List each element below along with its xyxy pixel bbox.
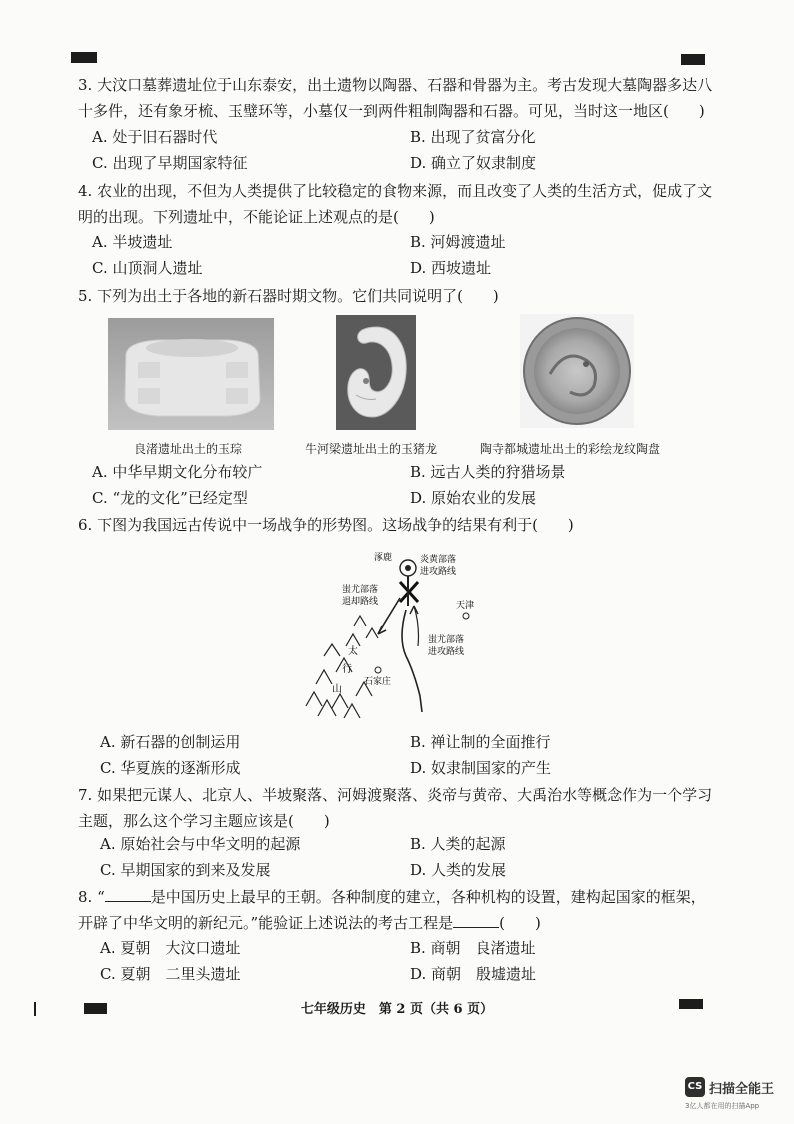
- question-7-option-d[interactable]: D. 人类的发展: [410, 861, 507, 879]
- registration-mark-top-right: [681, 54, 705, 65]
- question-5-option-d[interactable]: D. 原始农业的发展: [410, 489, 537, 507]
- scanner-logo-name: 扫描全能王: [709, 1082, 775, 1097]
- painted-dragon-plate-photo: [520, 314, 634, 428]
- map-label-chiyou-attack: 蚩尤部落: [428, 635, 465, 645]
- question-3-stem: 3. 大汶口墓葬遗址位于山东泰安，出土遗物以陶器、石器和骨器为主。考古发现大墓陶器多达八十多件，还有象牙梳、玉璧环等，小墓仅一到两件粗制陶器和石器。可见，当时这一地区( ): [78, 76, 713, 120]
- question-6-option-a[interactable]: A. 新石器的创制运用: [100, 733, 241, 751]
- question-8-stem-start: 8. “: [78, 888, 105, 906]
- question-3-option-d[interactable]: D. 确立了奴隶制度: [410, 154, 537, 172]
- registration-mark-top-left: [71, 52, 97, 63]
- map-label-hang: 行: [342, 664, 352, 675]
- question-6-option-c[interactable]: C. 华夏族的逐渐形成: [100, 759, 241, 777]
- question-6-option-d[interactable]: D. 奴隶制国家的产生: [410, 759, 552, 777]
- question-4-stem: 4. 农业的出现，不但为人类提供了比较稳定的食物来源，而且改变了人类的生活方式，促成了文明的出现。下列遗址中，不能论证上述观点的是( ): [78, 182, 713, 226]
- question-5-stem: 5. 下列为出土于各地的新石器时期文物。它们共同说明了( ): [78, 287, 499, 305]
- question-8-option-b[interactable]: B. 商朝 良渚遗址: [410, 939, 536, 957]
- caption-painted-plate: 陶寺都城遗址出土的彩绘龙纹陶盘: [480, 442, 661, 456]
- question-7-stem: 7. 如果把元谋人、北京人、半坡聚落、河姆渡聚落、炎帝与黄帝、大禹治水等概念作为一个学习主题，那么这个学习主题应该是( ): [78, 786, 713, 830]
- battle-situation-map: [296, 546, 496, 724]
- question-6-stem: 6. 下图为我国远古传说中一场战争的形势图。这场战争的结果有利于( ): [78, 516, 574, 534]
- question-5-option-a[interactable]: A. 中华早期文化分布较广: [92, 463, 263, 481]
- map-label-shijiazhuang: 石家庄: [364, 677, 392, 687]
- map-label-tianjin: 天津: [456, 601, 475, 611]
- map-label-chiyou-attack-route: 进攻路线: [428, 647, 465, 657]
- scanner-logo-badge: CS: [685, 1077, 705, 1097]
- caption-jade-cong: 良渚遗址出土的玉琮: [134, 442, 243, 456]
- question-8-blank-project[interactable]: [453, 911, 499, 928]
- map-label-yanhuang-route: 进攻路线: [420, 567, 457, 577]
- question-7-option-b[interactable]: B. 人类的起源: [410, 835, 506, 853]
- question-8-option-d[interactable]: D. 商朝 殷墟遗址: [410, 965, 537, 983]
- question-7-option-a[interactable]: A. 原始社会与中华文明的起源: [100, 835, 301, 853]
- question-3-option-c[interactable]: C. 出现了早期国家特征: [92, 154, 248, 172]
- question-7-option-c[interactable]: C. 早期国家的到来及发展: [100, 861, 271, 879]
- map-label-chiyou-retreat-route: 退却路线: [342, 597, 379, 607]
- question-5-option-b[interactable]: B. 远古人类的狩猎场景: [410, 463, 566, 481]
- jade-cong-photo: [108, 318, 274, 430]
- scanner-logo-tagline: 3亿人都在用的扫描App: [685, 1102, 760, 1110]
- map-label-zhuolu: 涿鹿: [374, 553, 393, 563]
- caption-jade-pig-dragon: 牛河梁遗址出土的玉猪龙: [305, 442, 438, 456]
- question-4-option-d[interactable]: D. 西坡遗址: [410, 259, 492, 277]
- question-3-option-b[interactable]: B. 出现了贫富分化: [410, 128, 536, 146]
- question-8-stem: [78, 884, 718, 936]
- question-4-option-a[interactable]: A. 半坡遗址: [92, 233, 173, 251]
- map-label-tai: 太: [348, 646, 358, 657]
- question-4-option-b[interactable]: B. 河姆渡遗址: [410, 233, 506, 251]
- map-label-yanhuang: 炎黄部落: [420, 555, 457, 565]
- question-8-blank-dynasty[interactable]: [105, 885, 151, 902]
- map-label-chiyou-retreat: 蚩尤部落: [342, 585, 379, 595]
- question-8-option-a[interactable]: A. 夏朝 大汶口遗址: [100, 939, 241, 957]
- question-8-stem-body: 是中国历史上最早的王朝。各种制度的建立，各种机构的设置，建构起国家的框架，开辟了中华文明的新纪元。”能验证上述说法的考古工程是: [78, 888, 706, 932]
- question-8-stem-end: ( ): [499, 914, 541, 932]
- question-3-option-a[interactable]: A. 处于旧石器时代: [92, 128, 218, 146]
- question-8-option-c[interactable]: C. 夏朝 二里头遗址: [100, 965, 241, 983]
- question-6-option-b[interactable]: B. 禅让制的全面推行: [410, 733, 551, 751]
- question-4-option-c[interactable]: C. 山顶洞人遗址: [92, 259, 203, 277]
- jade-pig-dragon-photo: [336, 315, 416, 430]
- page-footer: 七年级历史 第 2 页（共 6 页）: [300, 1002, 494, 1017]
- question-5-option-c[interactable]: C. “龙的文化”已经定型: [92, 489, 248, 507]
- map-label-shan: 山: [332, 684, 342, 695]
